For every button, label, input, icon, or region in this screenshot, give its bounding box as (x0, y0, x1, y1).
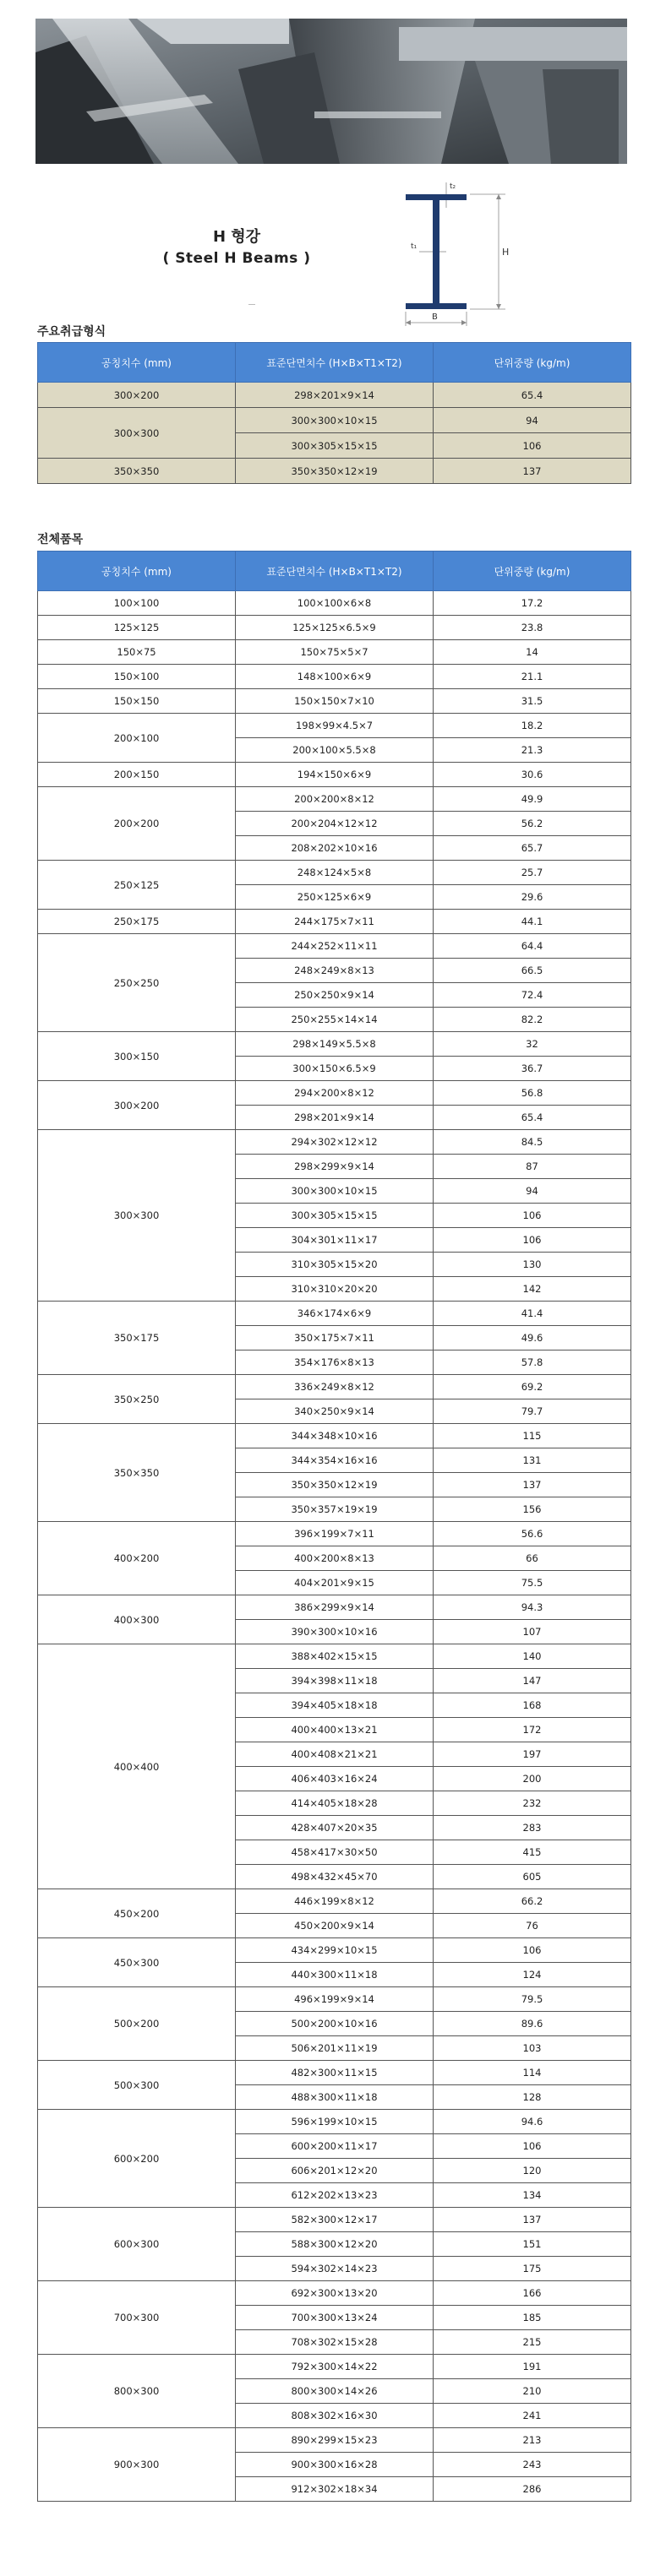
table-row (38, 408, 631, 433)
weight-cell: 210 (434, 2379, 631, 2404)
dimension-cell: 692×300×13×20 (236, 2281, 434, 2306)
dimension-cell: 900×300×16×28 (236, 2453, 434, 2477)
dimension-cell: 600×200×11×17 (236, 2134, 434, 2159)
table-row (38, 2428, 631, 2453)
dimension-cell: 350×350×12×19 (236, 459, 434, 484)
dimension-cell: 496×199×9×14 (236, 1987, 434, 2012)
dimension-cell: 400×408×21×21 (236, 1742, 434, 1767)
dimension-cell: 298×299×9×14 (236, 1155, 434, 1179)
weight-cell: 283 (434, 1816, 631, 1840)
header-nominal-size: 공칭치수 (mm) (38, 343, 236, 383)
weight-cell: 56.2 (434, 812, 631, 836)
weight-cell: 243 (434, 2453, 631, 2477)
table-row (38, 787, 631, 812)
nominal-size-cell: 250×175 (38, 910, 236, 934)
weight-cell: 94.3 (434, 1595, 631, 1620)
dimension-cell: 414×405×18×28 (236, 1791, 434, 1816)
dimension-cell: 458×417×30×50 (236, 1840, 434, 1865)
weight-cell: 232 (434, 1791, 631, 1816)
table-row (38, 1987, 631, 2012)
dimension-cell: 200×204×12×12 (236, 812, 434, 836)
dimension-cell: 506×201×11×19 (236, 2036, 434, 2061)
dimension-cell: 294×302×12×12 (236, 1130, 434, 1155)
table-row (38, 2110, 631, 2134)
product-header (0, 169, 655, 322)
nominal-size-cell: 200×100 (38, 714, 236, 763)
weight-cell: 66 (434, 1546, 631, 1571)
dimension-cell: 596×199×10×15 (236, 2110, 434, 2134)
weight-cell: 30.6 (434, 763, 631, 787)
nominal-size-cell: 900×300 (38, 2428, 236, 2502)
nominal-size-cell: 400×200 (38, 1522, 236, 1595)
dimension-cell: 346×174×6×9 (236, 1302, 434, 1326)
nominal-size-cell: 125×125 (38, 616, 236, 640)
label-t1: t₁ (411, 242, 418, 251)
nominal-size-cell: 450×200 (38, 1889, 236, 1938)
weight-cell: 79.7 (434, 1399, 631, 1424)
dimension-cell: 912×302×18×34 (236, 2477, 434, 2502)
weight-cell: 142 (434, 1277, 631, 1302)
weight-cell: 137 (434, 2208, 631, 2232)
weight-cell: 213 (434, 2428, 631, 2453)
weight-cell: 191 (434, 2355, 631, 2379)
weight-cell: 106 (434, 1938, 631, 1963)
header-standard-dimension: 표준단면치수 (H×B×T1×T2) (236, 552, 434, 591)
dimension-cell: 498×432×45×70 (236, 1865, 434, 1889)
main-section-label: 주요취급형식 (37, 325, 106, 339)
weight-cell: 130 (434, 1253, 631, 1277)
weight-cell: 64.4 (434, 934, 631, 959)
dimension-cell: 248×124×5×8 (236, 861, 434, 885)
nominal-size-cell: 350×250 (38, 1375, 236, 1424)
weight-cell: 76 (434, 1914, 631, 1938)
dimension-cell: 200×100×5.5×8 (236, 738, 434, 763)
table-row (38, 1522, 631, 1546)
weight-cell: 106 (434, 2134, 631, 2159)
dimension-cell: 406×403×16×24 (236, 1767, 434, 1791)
dimension-cell: 500×200×10×16 (236, 2012, 434, 2036)
weight-cell: 49.9 (434, 787, 631, 812)
nominal-size-cell: 300×300 (38, 1130, 236, 1302)
weight-cell: 137 (434, 1473, 631, 1497)
table-row (38, 1644, 631, 1669)
nominal-size-cell: 100×100 (38, 591, 236, 616)
bottom-flange (406, 303, 467, 309)
weight-cell: 49.6 (434, 1326, 631, 1350)
label-height: H (502, 247, 510, 258)
weight-cell: 65.4 (434, 383, 631, 408)
weight-cell: 18.2 (434, 714, 631, 738)
top-flange (406, 194, 467, 200)
nominal-size-cell: 500×200 (38, 1987, 236, 2061)
nominal-size-cell: 250×250 (38, 934, 236, 1032)
divider (248, 304, 255, 305)
weight-cell: 23.8 (434, 616, 631, 640)
nominal-size-cell: 350×350 (38, 1424, 236, 1522)
dimension-cell: 404×201×9×15 (236, 1571, 434, 1595)
dimension-cell: 300×305×15×15 (236, 1204, 434, 1228)
weight-cell: 415 (434, 1840, 631, 1865)
table-row (38, 910, 631, 934)
table-row (38, 640, 631, 665)
dimension-cell: 304×301×11×17 (236, 1228, 434, 1253)
dimension-cell: 350×357×19×19 (236, 1497, 434, 1522)
weight-cell: 286 (434, 2477, 631, 2502)
nominal-size-cell: 700×300 (38, 2281, 236, 2355)
dimension-cell: 344×354×16×16 (236, 1448, 434, 1473)
weight-cell: 41.4 (434, 1302, 631, 1326)
dimension-cell: 450×200×9×14 (236, 1914, 434, 1938)
weight-cell: 21.3 (434, 738, 631, 763)
nominal-size-cell: 150×75 (38, 640, 236, 665)
dimension-cell: 200×200×8×12 (236, 787, 434, 812)
weight-cell: 103 (434, 2036, 631, 2061)
nominal-size-cell: 450×300 (38, 1938, 236, 1987)
dimension-cell: 336×249×8×12 (236, 1375, 434, 1399)
main-products-table (37, 342, 631, 484)
weight-cell: 131 (434, 1448, 631, 1473)
header-nominal-size: 공칭치수 (mm) (38, 552, 236, 591)
weight-cell: 115 (434, 1424, 631, 1448)
dimension-cell: 250×250×9×14 (236, 983, 434, 1008)
full-products-table (37, 551, 631, 2502)
dimension-cell: 194×150×6×9 (236, 763, 434, 787)
nominal-size-cell: 400×300 (38, 1595, 236, 1644)
dimension-cell: 250×125×6×9 (236, 885, 434, 910)
weight-cell: 241 (434, 2404, 631, 2428)
steel-beams-illustration (35, 19, 627, 164)
dimension-cell: 148×100×6×9 (236, 665, 434, 689)
table-row (38, 1938, 631, 1963)
dimension-cell: 440×300×11×18 (236, 1963, 434, 1987)
table-header-row (38, 552, 631, 591)
weight-cell: 44.1 (434, 910, 631, 934)
weight-cell: 89.6 (434, 2012, 631, 2036)
label-width: B (432, 312, 438, 322)
table-row (38, 2355, 631, 2379)
dimension-cell: 428×407×20×35 (236, 1816, 434, 1840)
weight-cell: 14 (434, 640, 631, 665)
table-row (38, 2208, 631, 2232)
weight-cell: 166 (434, 2281, 631, 2306)
dimension-cell: 400×200×8×13 (236, 1546, 434, 1571)
weight-cell: 84.5 (434, 1130, 631, 1155)
weight-cell: 106 (434, 1228, 631, 1253)
table-row (38, 459, 631, 484)
weight-cell: 72.4 (434, 983, 631, 1008)
dimension-cell: 125×125×6.5×9 (236, 616, 434, 640)
dimension-cell: 700×300×13×24 (236, 2306, 434, 2330)
weight-cell: 94 (434, 1179, 631, 1204)
weight-cell: 21.1 (434, 665, 631, 689)
dimension-cell: 310×310×20×20 (236, 1277, 434, 1302)
dimension-cell: 388×402×15×15 (236, 1644, 434, 1669)
table-row (38, 383, 631, 408)
weight-cell: 120 (434, 2159, 631, 2183)
table-row (38, 2281, 631, 2306)
dimension-cell: 250×255×14×14 (236, 1008, 434, 1032)
header-unit-weight: 단위중량 (kg/m) (434, 552, 631, 591)
weight-cell: 114 (434, 2061, 631, 2085)
table-row (38, 1375, 631, 1399)
table-row (38, 1595, 631, 1620)
table-row (38, 714, 631, 738)
web (433, 200, 439, 303)
dimension-cell: 588×300×12×20 (236, 2232, 434, 2257)
nominal-size-cell: 800×300 (38, 2355, 236, 2428)
weight-cell: 56.6 (434, 1522, 631, 1546)
weight-cell: 605 (434, 1865, 631, 1889)
weight-cell: 25.7 (434, 861, 631, 885)
table-row (38, 689, 631, 714)
table-row (38, 934, 631, 959)
table-row (38, 591, 631, 616)
dimension-cell: 400×400×13×21 (236, 1718, 434, 1742)
dimension-cell: 300×305×15×15 (236, 433, 434, 459)
full-section-label: 전체품목 (37, 533, 84, 546)
weight-cell: 128 (434, 2085, 631, 2110)
nominal-size-cell: 300×200 (38, 383, 236, 408)
dimension-cell: 298×201×9×14 (236, 1106, 434, 1130)
weight-cell: 156 (434, 1497, 631, 1522)
weight-cell: 94.6 (434, 2110, 631, 2134)
dimension-cell: 488×300×11×18 (236, 2085, 434, 2110)
weight-cell: 75.5 (434, 1571, 631, 1595)
dimension-cell: 198×99×4.5×7 (236, 714, 434, 738)
table-row (38, 1081, 631, 1106)
weight-cell: 32 (434, 1032, 631, 1057)
dimension-cell: 890×299×15×23 (236, 2428, 434, 2453)
table-row (38, 2061, 631, 2085)
dimension-cell: 310×305×15×20 (236, 1253, 434, 1277)
dimension-cell: 394×398×11×18 (236, 1669, 434, 1693)
weight-cell: 79.5 (434, 1987, 631, 2012)
dimension-cell: 808×302×16×30 (236, 2404, 434, 2428)
weight-cell: 200 (434, 1767, 631, 1791)
weight-cell: 65.4 (434, 1106, 631, 1130)
dimension-cell: 606×201×12×20 (236, 2159, 434, 2183)
weight-cell: 94 (434, 408, 631, 433)
weight-cell: 137 (434, 459, 631, 484)
dimension-cell: 294×200×8×12 (236, 1081, 434, 1106)
table-row (38, 1032, 631, 1057)
dimension-cell: 150×150×7×10 (236, 689, 434, 714)
weight-cell: 106 (434, 1204, 631, 1228)
weight-cell: 29.6 (434, 885, 631, 910)
weight-cell: 56.8 (434, 1081, 631, 1106)
weight-cell: 65.7 (434, 836, 631, 861)
header-standard-dimension: 표준단면치수 (H×B×T1×T2) (236, 343, 434, 383)
dimension-cell: 594×302×14×23 (236, 2257, 434, 2281)
dimension-cell: 434×299×10×15 (236, 1938, 434, 1963)
dimension-cell: 248×249×8×13 (236, 959, 434, 983)
weight-cell: 82.2 (434, 1008, 631, 1032)
dimension-cell: 612×202×13×23 (236, 2183, 434, 2208)
dimension-cell: 390×300×10×16 (236, 1620, 434, 1644)
nominal-size-cell: 250×125 (38, 861, 236, 910)
weight-cell: 69.2 (434, 1375, 631, 1399)
dimension-cell: 244×252×11×11 (236, 934, 434, 959)
weight-cell: 66.5 (434, 959, 631, 983)
nominal-size-cell: 350×350 (38, 459, 236, 484)
weight-cell: 185 (434, 2306, 631, 2330)
weight-cell: 134 (434, 2183, 631, 2208)
table-row (38, 1889, 631, 1914)
dimension-cell: 300×300×10×15 (236, 1179, 434, 1204)
dimension-cell: 344×348×10×16 (236, 1424, 434, 1448)
dimension-cell: 386×299×9×14 (236, 1595, 434, 1620)
nominal-size-cell: 400×400 (38, 1644, 236, 1889)
nominal-size-cell: 150×100 (38, 665, 236, 689)
product-title-english: ( Steel H Beams ) (162, 250, 311, 267)
dimension-cell: 354×176×8×13 (236, 1350, 434, 1375)
weight-cell: 197 (434, 1742, 631, 1767)
nominal-size-cell: 150×150 (38, 689, 236, 714)
dimension-cell: 340×250×9×14 (236, 1399, 434, 1424)
dimension-cell: 708×302×15×28 (236, 2330, 434, 2355)
dimension-cell: 800×300×14×26 (236, 2379, 434, 2404)
table-row (38, 1424, 631, 1448)
table-header-row (38, 343, 631, 383)
dimension-cell: 350×175×7×11 (236, 1326, 434, 1350)
nominal-size-cell: 200×200 (38, 787, 236, 861)
weight-cell: 175 (434, 2257, 631, 2281)
dimension-cell: 792×300×14×22 (236, 2355, 434, 2379)
weight-cell: 215 (434, 2330, 631, 2355)
weight-cell: 140 (434, 1644, 631, 1669)
nominal-size-cell: 300×200 (38, 1081, 236, 1130)
weight-cell: 147 (434, 1669, 631, 1693)
nominal-size-cell: 300×150 (38, 1032, 236, 1081)
dimension-cell: 482×300×11×15 (236, 2061, 434, 2085)
table-row (38, 665, 631, 689)
dimension-cell: 244×175×7×11 (236, 910, 434, 934)
weight-cell: 106 (434, 433, 631, 459)
h-beam-cross-section-diagram (394, 174, 546, 334)
nominal-size-cell: 350×175 (38, 1302, 236, 1375)
dimension-cell: 350×350×12×19 (236, 1473, 434, 1497)
dimension-cell: 446×199×8×12 (236, 1889, 434, 1914)
dimension-cell: 298×201×9×14 (236, 383, 434, 408)
table-row (38, 1302, 631, 1326)
weight-cell: 57.8 (434, 1350, 631, 1375)
nominal-size-cell: 200×150 (38, 763, 236, 787)
weight-cell: 17.2 (434, 591, 631, 616)
dimension-cell: 298×149×5.5×8 (236, 1032, 434, 1057)
steel-beams-photo (35, 19, 627, 164)
dimension-cell: 208×202×10×16 (236, 836, 434, 861)
product-title-korean: H 형강 (212, 228, 261, 246)
nominal-size-cell: 600×300 (38, 2208, 236, 2281)
dimension-cell: 100×100×6×8 (236, 591, 434, 616)
nominal-size-cell: 500×300 (38, 2061, 236, 2110)
nominal-size-cell: 600×200 (38, 2110, 236, 2208)
label-t2: t₂ (450, 182, 456, 191)
dimension-cell: 150×75×5×7 (236, 640, 434, 665)
weight-cell: 66.2 (434, 1889, 631, 1914)
header-unit-weight: 단위중량 (kg/m) (434, 343, 631, 383)
weight-cell: 31.5 (434, 689, 631, 714)
weight-cell: 151 (434, 2232, 631, 2257)
dimension-cell: 394×405×18×18 (236, 1693, 434, 1718)
dimension-cell: 396×199×7×11 (236, 1522, 434, 1546)
weight-cell: 172 (434, 1718, 631, 1742)
table-row (38, 616, 631, 640)
table-row (38, 1130, 631, 1155)
nominal-size-cell: 300×300 (38, 408, 236, 459)
weight-cell: 124 (434, 1963, 631, 1987)
weight-cell: 107 (434, 1620, 631, 1644)
dimension-cell: 300×150×6.5×9 (236, 1057, 434, 1081)
table-row (38, 861, 631, 885)
weight-cell: 168 (434, 1693, 631, 1718)
dimension-cell: 300×300×10×15 (236, 408, 434, 433)
weight-cell: 36.7 (434, 1057, 631, 1081)
weight-cell: 87 (434, 1155, 631, 1179)
dimension-cell: 582×300×12×17 (236, 2208, 434, 2232)
table-row (38, 763, 631, 787)
